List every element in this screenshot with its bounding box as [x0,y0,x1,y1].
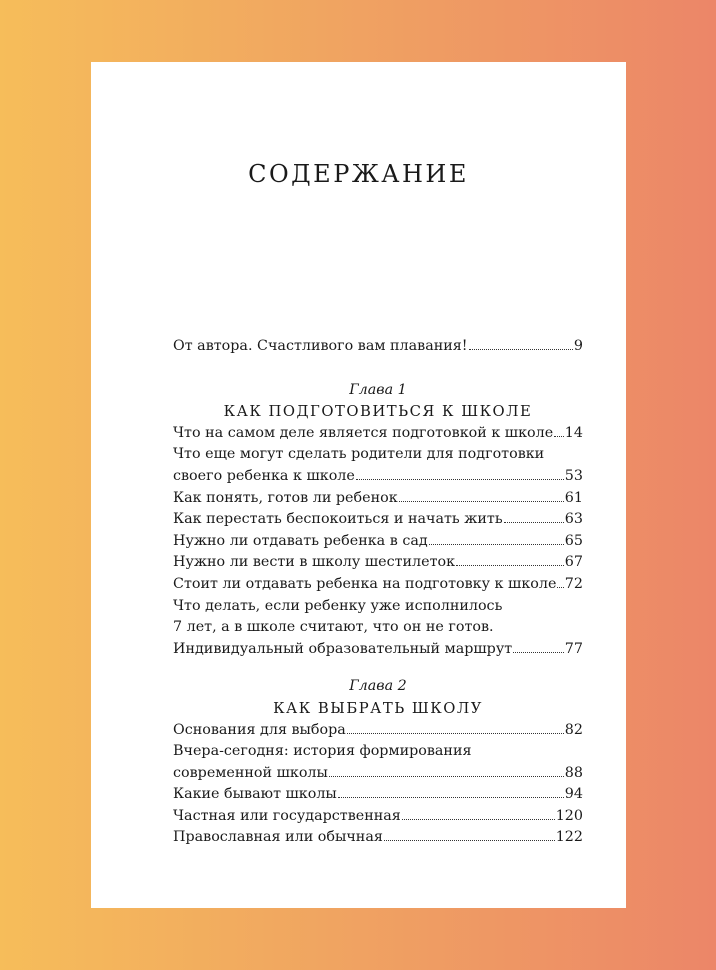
toc-page-number: 94 [564,786,583,803]
toc-page-number: 53 [564,467,583,484]
toc-entry-text: своего ребенка к школе [173,467,355,484]
toc-entry-text: Нужно ли отдавать ребенка в сад [173,532,428,549]
toc-page-number: 120 [555,807,583,824]
toc-entry-text: Как перестать беспокоиться и начать жить [173,511,503,528]
dot-leader [356,478,564,480]
dot-leader [469,348,573,350]
toc-entry-text: Частная или государственная [173,807,401,824]
table-of-contents [173,336,583,849]
toc-entry-text: Нужно ли вести в школу шестилеток [173,554,456,571]
dot-leader [513,651,564,653]
dot-leader [399,500,564,502]
toc-page-number: 82 [564,721,583,738]
toc-entry [173,488,583,510]
chapter-1-title: КАК ПОДГОТОВИТЬСЯ К ШКОЛЕ [223,403,533,421]
dot-leader [456,564,564,566]
chapter-2-title: КАК ВЫБРАТЬ ШКОЛУ [273,699,483,717]
dot-leader [329,775,564,777]
toc-entry [173,806,583,828]
toc-entry [173,639,583,661]
toc-page-number: 9 [573,338,583,354]
dot-leader [347,732,564,734]
toc-entry-line: Вчера-сегодня: история формирования [173,743,472,760]
toc-entry [173,466,583,488]
toc-entry-text: Какие бывают школы [173,786,337,803]
toc-entry [173,574,583,596]
toc-page-number: 14 [564,424,583,441]
dot-leader [384,839,555,841]
dot-leader [554,435,564,437]
toc-entry-text: современной школы [173,764,328,781]
toc-entry-line: Что делать, если ребенку уже исполнилось [173,597,503,614]
chapter-2-label: Глава 2 [349,678,407,695]
dot-leader [429,543,564,545]
toc-page-number: 122 [555,829,583,846]
book-page [91,62,626,908]
toc-entry-text: Основания для выбора [173,721,346,738]
toc-entry [173,423,583,445]
toc-page-number: 77 [564,640,583,657]
toc-entry [173,531,583,553]
dot-leader [402,818,555,820]
dot-leader [338,796,564,798]
toc-entry-text: Православная или обычная [173,829,383,846]
toc-page-number: 67 [564,554,583,571]
toc-entry-text: Что на самом деле является подготовкой к школе [173,424,554,441]
toc-entry-text: Индивидуальный образовательный маршрут [173,640,513,657]
toc-entry [173,552,583,574]
toc-entry [173,784,583,806]
page-title: СОДЕРЖАНИЕ [248,160,469,188]
toc-entry-text: От автора. Счастливого вам плавания! [173,338,468,354]
toc-entry-line: 7 лет, а в школе считают, что он не готов. [173,619,494,636]
toc-entry [173,827,583,849]
toc-entry-line: Что еще могут сделать родители для подготовки [173,446,545,463]
dot-leader [504,521,564,523]
toc-page-number: 65 [564,532,583,549]
toc-entry [173,763,583,785]
chapter-1-label: Глава 1 [349,381,407,398]
toc-entry [173,509,583,531]
toc-page-number: 88 [564,764,583,781]
toc-page-number: 63 [564,511,583,528]
toc-entry [173,720,583,742]
toc-page-number: 72 [564,575,583,592]
toc-entry-text: Стоит ли отдавать ребенка на подготовку к школе [173,575,557,592]
toc-entry-text: Как понять, готов ли ребенок [173,489,398,506]
toc-page-number: 61 [564,489,583,506]
dot-leader [557,586,563,588]
toc-entry-intro [173,336,583,358]
